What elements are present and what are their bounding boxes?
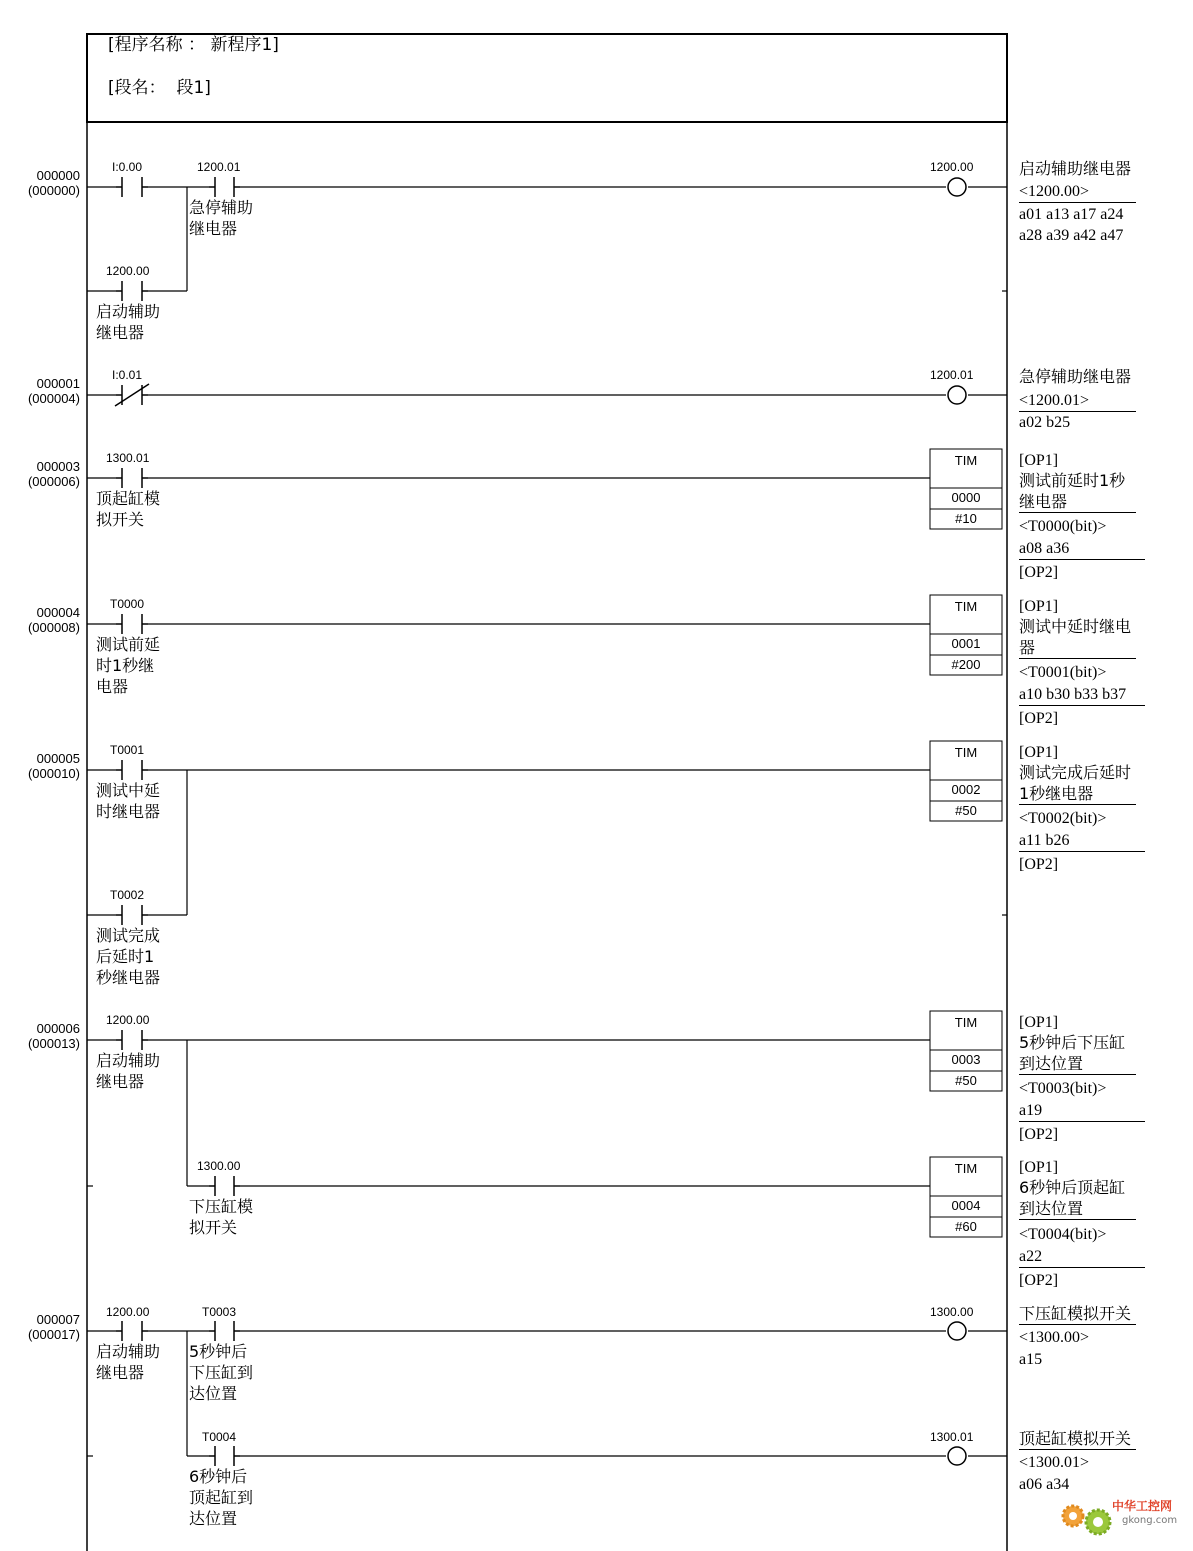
coil-address: 1200.00 <box>930 160 974 174</box>
output-comment-address: <1300.00> <box>1019 1329 1090 1346</box>
output-comment-address: <1200.00> <box>1019 181 1136 203</box>
output-comment-refs: a22 <box>1019 1246 1145 1268</box>
output-comment-address: <1300.01> <box>1019 1454 1090 1471</box>
tim-number: 0001 <box>951 636 981 651</box>
contact-T0000 <box>116 614 148 634</box>
contact-address: 1200.00 <box>106 1013 150 1027</box>
contact-address: 1200.01 <box>197 160 241 174</box>
contact-T0001 <box>116 760 148 780</box>
output-comment-title: 下压缸模拟开关 <box>1019 1303 1136 1325</box>
output-comment-refs: a19 <box>1019 1100 1145 1122</box>
rung-step: (000004) <box>27 391 80 406</box>
contact-description: 5秒钟后 下压缸到 达位置 <box>189 1342 254 1403</box>
output-comment-refs: a15 <box>1019 1351 1043 1368</box>
section-name: [段名： 段1] <box>108 78 211 98</box>
contact-address: I:0.01 <box>112 368 143 382</box>
tim-preset: #50 <box>955 803 977 818</box>
tim-preset: #50 <box>955 1073 977 1088</box>
output-comment-title: 5秒钟后下压缸 到达位置 <box>1019 1032 1136 1075</box>
rung-number: 000006 <box>36 1021 80 1036</box>
output-comment-op1: [OP1] <box>1019 744 1059 761</box>
contact-T0004 <box>209 1446 240 1466</box>
coil-1300.00 <box>948 1322 966 1340</box>
output-comment-title: 急停辅助继电器 <box>1019 367 1132 386</box>
output-comment-op2: [OP2] <box>1019 1272 1059 1289</box>
output-comment-refs: a01 a13 a17 a24 a28 a39 a42 a47 <box>1019 206 1124 244</box>
output-comment-title: 启动辅助继电器 <box>1019 159 1132 178</box>
contact-description: 测试完成 后延时1 秒继电器 <box>96 926 161 987</box>
contact-address: T0003 <box>202 1305 237 1319</box>
contact-I0.00 <box>116 177 148 197</box>
contact-address: I:0.00 <box>112 160 143 174</box>
output-comment-address: <T0001(bit)> <box>1019 664 1107 681</box>
rung-step: (000017) <box>27 1327 80 1342</box>
contact-1300.00 <box>209 1176 240 1196</box>
contact-address: 1300.01 <box>106 451 150 465</box>
contact-1200.00-r7 <box>116 1321 148 1341</box>
contact-description: 测试中延 时继电器 <box>96 781 161 821</box>
output-comment-op1: [OP1] <box>1019 598 1059 615</box>
contact-description: 启动辅助 继电器 <box>96 1051 161 1091</box>
contact-description: 顶起缸模 拟开关 <box>96 489 161 529</box>
contact-description: 测试前延 时1秒继 电器 <box>96 635 161 696</box>
tim-preset: #200 <box>951 657 981 672</box>
contact-address: 1200.00 <box>106 264 150 278</box>
output-comment-title: 测试中延时继电 器 <box>1019 616 1136 659</box>
contact-1300.01 <box>116 468 148 488</box>
contact-address: T0004 <box>202 1430 237 1444</box>
output-comment-title: 顶起缸模拟开关 <box>1019 1428 1136 1450</box>
output-comment-title: 6秒钟后顶起缸 到达位置 <box>1019 1177 1136 1220</box>
output-comment-op2: [OP2] <box>1019 1126 1059 1143</box>
contact-T0002 <box>116 905 148 925</box>
tim-label: TIM <box>954 745 978 760</box>
contact-1200.00-branch <box>116 281 148 301</box>
tim-number: 0004 <box>951 1198 981 1213</box>
rung-wires <box>87 187 1007 1456</box>
contact-1200.01 <box>209 177 240 197</box>
rung-number: 000005 <box>36 751 80 766</box>
contact-address: T0000 <box>110 597 145 611</box>
output-comment-op1: [OP1] <box>1019 1159 1059 1176</box>
tim-label: TIM <box>954 1161 978 1176</box>
contact-description: 急停辅助 继电器 <box>189 198 254 238</box>
rung-number: 000007 <box>36 1312 80 1327</box>
watermark-subtext: gkong.com <box>1122 1515 1178 1526</box>
output-comment-op1: [OP1] <box>1019 452 1059 469</box>
output-comment-refs: a06 a34 <box>1019 1476 1070 1493</box>
output-comment-title: 测试完成后延时 1秒继电器 <box>1019 762 1136 805</box>
rung-number: 000000 <box>36 168 80 183</box>
coil-1200.00 <box>948 178 966 196</box>
contact-description: 下压缸模 拟开关 <box>189 1197 254 1237</box>
rung-step: (000006) <box>27 474 80 489</box>
tim-label: TIM <box>954 599 978 614</box>
output-comment-refs: a10 b30 b33 b37 <box>1019 684 1145 706</box>
coil-1300.01 <box>948 1447 966 1465</box>
tim-number: 0003 <box>951 1052 981 1067</box>
contact-address: 1300.00 <box>197 1159 241 1173</box>
watermark-text: 中华工控网 <box>1112 1499 1173 1513</box>
contact-address: T0001 <box>110 743 145 757</box>
output-comment-address: <T0000(bit)> <box>1019 518 1107 535</box>
contact-description: 启动辅助 继电器 <box>96 302 161 342</box>
tim-number: 0000 <box>951 490 981 505</box>
output-comment-op2: [OP2] <box>1019 564 1059 581</box>
output-comment-refs: a08 a36 <box>1019 538 1145 560</box>
output-comment-refs: a02 b25 <box>1019 414 1071 431</box>
rung-number: 000004 <box>36 605 80 620</box>
output-comment-op2: [OP2] <box>1019 710 1059 727</box>
contact-description: 启动辅助 继电器 <box>96 1342 161 1382</box>
output-comment-op1: [OP1] <box>1019 1014 1059 1031</box>
contact-I0.01-nc <box>115 384 149 406</box>
coil-address: 1300.00 <box>930 1305 974 1319</box>
contact-1200.00-r6 <box>116 1030 148 1050</box>
contact-address: T0002 <box>110 888 145 902</box>
tim-label: TIM <box>954 453 978 468</box>
rung-step: (000000) <box>27 183 80 198</box>
output-comment-op2: [OP2] <box>1019 856 1059 873</box>
rung-step: (000008) <box>27 620 80 635</box>
tim-preset: #60 <box>955 1219 977 1234</box>
rung-step: (000010) <box>27 766 80 781</box>
output-comment-address: <T0003(bit)> <box>1019 1080 1107 1097</box>
output-comment-address: <1200.01> <box>1019 390 1136 412</box>
rung-number: 000003 <box>36 459 80 474</box>
output-comment-address: <T0002(bit)> <box>1019 810 1107 827</box>
rung-step: (000013) <box>27 1036 80 1051</box>
tim-preset: #10 <box>955 511 977 526</box>
output-comment-refs: a11 b26 <box>1019 830 1145 852</box>
output-comment-address: <T0004(bit)> <box>1019 1226 1107 1243</box>
coil-address: 1200.01 <box>930 368 974 382</box>
output-comment-title: 测试前延时1秒 继电器 <box>1019 470 1136 513</box>
coil-1200.01 <box>948 386 966 404</box>
program-name: [程序名称 ： 新程序1] <box>108 35 279 55</box>
contact-description: 6秒钟后 顶起缸到 达位置 <box>189 1467 254 1528</box>
coil-address: 1300.01 <box>930 1430 974 1444</box>
tim-label: TIM <box>954 1015 978 1030</box>
tim-number: 0002 <box>951 782 981 797</box>
contact-address: 1200.00 <box>106 1305 150 1319</box>
watermark-logo <box>1058 1494 1186 1538</box>
rung-number: 000001 <box>36 376 80 391</box>
contact-T0003 <box>209 1321 240 1341</box>
